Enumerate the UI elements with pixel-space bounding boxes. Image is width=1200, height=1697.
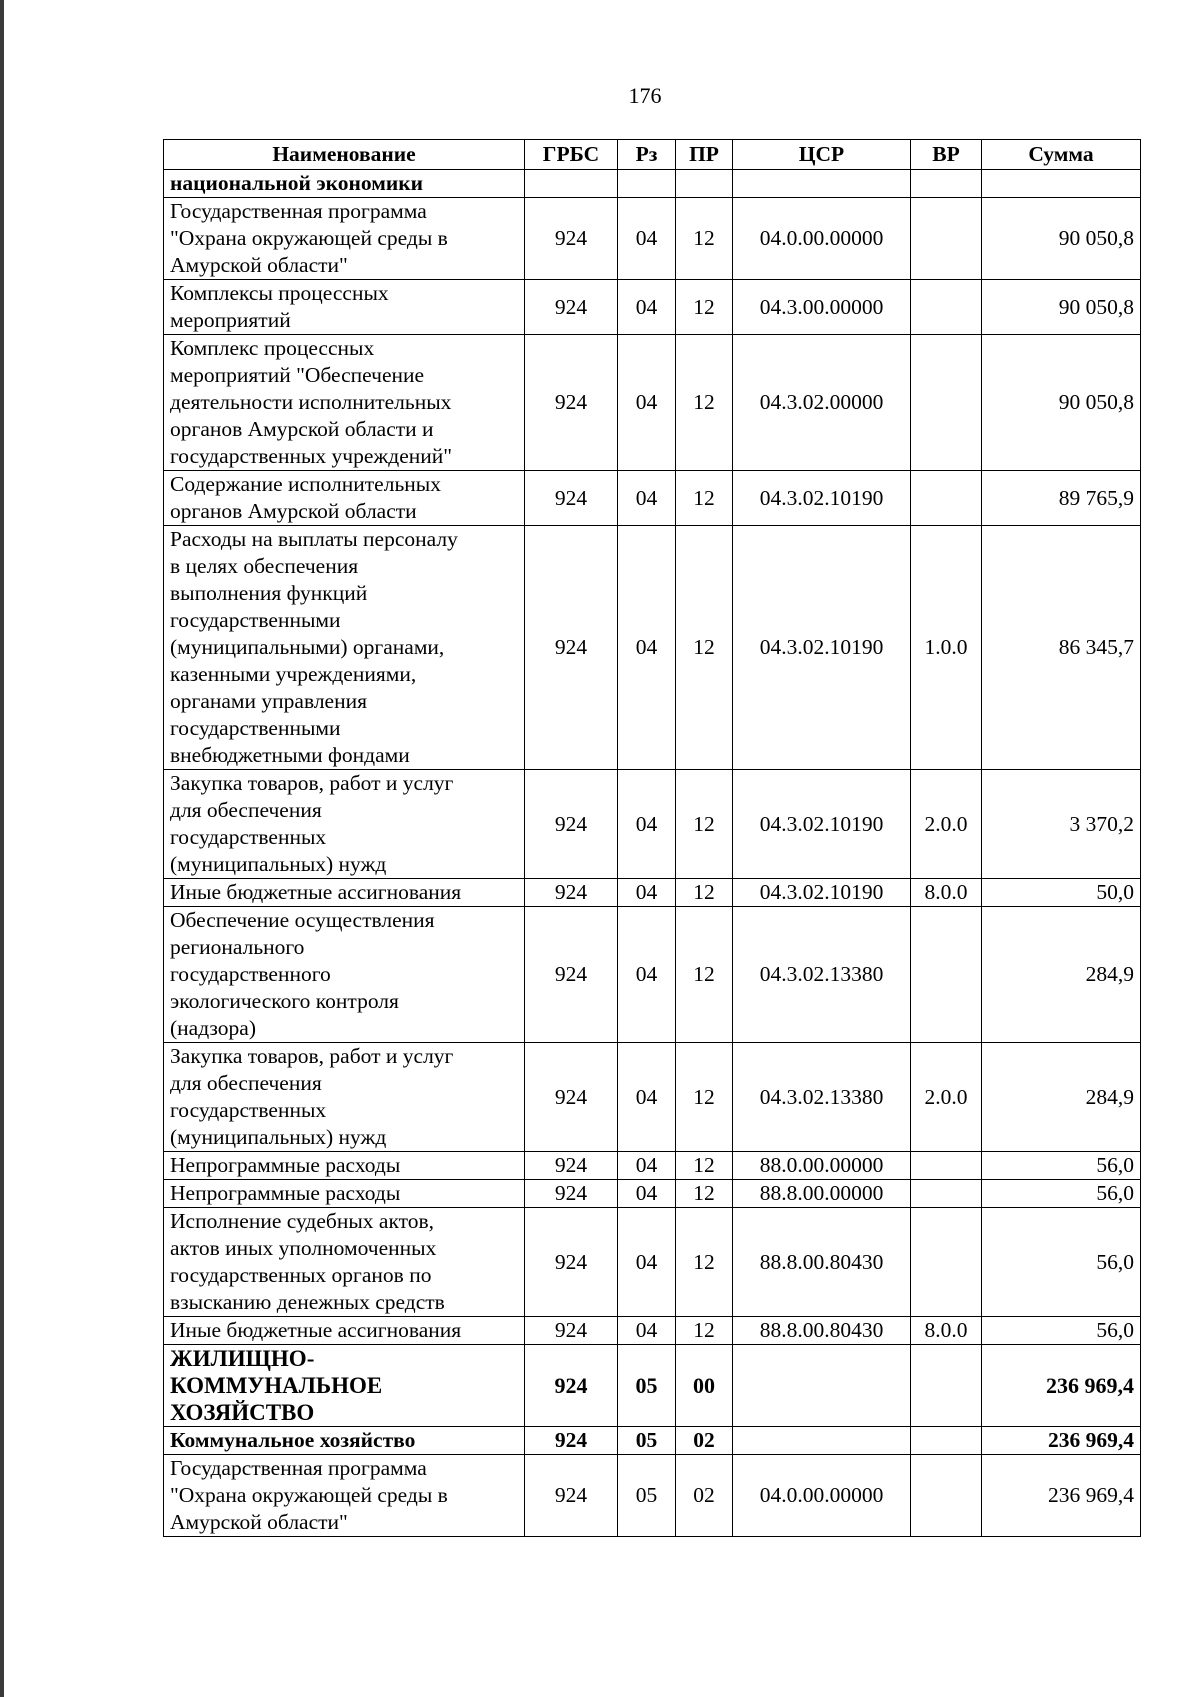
row-name-line: Закупка товаров, работ и услуг [170, 1044, 454, 1068]
cell-grbs: 924 [525, 1043, 618, 1152]
row-name [164, 170, 525, 198]
row-name [164, 1427, 525, 1455]
cell-pr: 12 [676, 1152, 733, 1180]
row-name [164, 471, 525, 526]
row-name [164, 879, 525, 907]
cell-pr: 12 [676, 1180, 733, 1208]
cell-rz: 04 [618, 879, 676, 907]
row-name-line: Амурской области" [170, 1510, 348, 1534]
row-name [164, 335, 525, 471]
row-name-line: в целях обеспечения [170, 554, 359, 578]
cell-vr: 2.0.0 [911, 1043, 982, 1152]
cell-pr: 12 [676, 1043, 733, 1152]
cell-vr [911, 198, 982, 280]
row-name-line: для обеспечения [170, 1071, 322, 1095]
row-name-line: деятельности исполнительных [170, 390, 452, 414]
cell-sum: 56,0 [982, 1317, 1141, 1345]
cell-csr: 04.3.02.10190 [733, 471, 911, 526]
cell-csr: 04.3.02.10190 [733, 770, 911, 879]
cell-rz: 04 [618, 907, 676, 1043]
cell-pr: 12 [676, 1208, 733, 1317]
cell-pr: 12 [676, 526, 733, 770]
table-body [164, 170, 1141, 1537]
row-name-line: государственных [170, 1098, 327, 1122]
row-name-line: (муниципальных) нужд [170, 852, 387, 876]
cell-csr [733, 170, 911, 198]
cell-vr [911, 907, 982, 1043]
cell-sum: 89 765,9 [982, 471, 1141, 526]
table-row [164, 1043, 1141, 1152]
scan-edge [0, 0, 4, 1697]
cell-vr: 8.0.0 [911, 1317, 982, 1345]
row-name-line: государственными [170, 716, 341, 740]
row-name-line: Расходы на выплаты персоналу [170, 527, 458, 551]
cell-vr [911, 170, 982, 198]
cell-pr: 12 [676, 879, 733, 907]
cell-pr: 12 [676, 198, 733, 280]
cell-rz: 04 [618, 280, 676, 335]
cell-pr: 12 [676, 335, 733, 471]
table-row [164, 170, 1141, 198]
row-name-line: Обеспечение осуществления [170, 908, 435, 932]
row-name-line: государственного [170, 962, 331, 986]
cell-csr: 04.3.02.00000 [733, 335, 911, 471]
row-name-line: (муниципальными) органами, [170, 635, 445, 659]
row-name-line: мероприятий [170, 308, 291, 332]
table-row [164, 1208, 1141, 1317]
cell-csr: 04.3.02.10190 [733, 526, 911, 770]
row-name-line: "Охрана окружающей среды в [170, 1483, 448, 1507]
row-name [164, 1455, 525, 1537]
cell-rz: 04 [618, 526, 676, 770]
cell-rz: 05 [618, 1345, 676, 1427]
table-row [164, 907, 1141, 1043]
row-name [164, 1345, 525, 1427]
cell-vr [911, 280, 982, 335]
cell-vr: 1.0.0 [911, 526, 982, 770]
cell-vr [911, 1208, 982, 1317]
row-name-line: Иные бюджетные ассигнования [170, 1318, 462, 1342]
cell-csr: 04.3.02.13380 [733, 907, 911, 1043]
cell-grbs: 924 [525, 1345, 618, 1427]
table-row [164, 1180, 1141, 1208]
cell-sum: 236 969,4 [982, 1455, 1141, 1537]
page-number: 176 [628, 83, 662, 108]
cell-pr [676, 170, 733, 198]
row-name-line: Государственная программа [170, 199, 427, 223]
cell-grbs: 924 [525, 879, 618, 907]
cell-csr [733, 1345, 911, 1427]
cell-csr: 88.0.00.00000 [733, 1152, 911, 1180]
cell-vr [911, 1345, 982, 1427]
cell-csr: 04.3.02.10190 [733, 879, 911, 907]
cell-sum: 86 345,7 [982, 526, 1141, 770]
cell-sum: 90 050,8 [982, 335, 1141, 471]
cell-vr: 2.0.0 [911, 770, 982, 879]
col-header-csr: ЦСР [733, 140, 911, 170]
cell-sum: 90 050,8 [982, 280, 1141, 335]
row-name-line: (муниципальных) нужд [170, 1125, 387, 1149]
row-name-line: органов Амурской области [170, 499, 417, 523]
cell-sum: 284,9 [982, 907, 1141, 1043]
cell-grbs: 924 [525, 1152, 618, 1180]
cell-rz: 04 [618, 770, 676, 879]
row-name-line: Комплекс процессных [170, 336, 375, 360]
cell-vr [911, 1152, 982, 1180]
cell-vr [911, 335, 982, 471]
cell-sum: 3 370,2 [982, 770, 1141, 879]
cell-rz: 05 [618, 1427, 676, 1455]
row-name-line: Непрограммные расходы [170, 1153, 401, 1177]
row-name [164, 280, 525, 335]
row-name-line: Государственная программа [170, 1456, 427, 1480]
row-name-line: выполнения функций [170, 581, 368, 605]
cell-csr [733, 1427, 911, 1455]
table-row [164, 1317, 1141, 1345]
cell-grbs: 924 [525, 770, 618, 879]
cell-grbs: 924 [525, 1208, 618, 1317]
cell-sum: 50,0 [982, 879, 1141, 907]
table-row [164, 1455, 1141, 1537]
row-name-line: Амурской области" [170, 253, 348, 277]
cell-csr: 04.3.00.00000 [733, 280, 911, 335]
row-name [164, 1208, 525, 1317]
col-header-grbs: ГРБС [525, 140, 618, 170]
cell-grbs: 924 [525, 335, 618, 471]
table-row [164, 1345, 1141, 1427]
cell-vr [911, 1455, 982, 1537]
budget-table [163, 139, 1141, 1537]
cell-sum: 236 969,4 [982, 1345, 1141, 1427]
row-name-line: актов иных уполномоченных [170, 1236, 437, 1260]
cell-sum [982, 170, 1141, 198]
row-name-line: органами управления [170, 689, 367, 713]
table-row [164, 198, 1141, 280]
table-row [164, 335, 1141, 471]
cell-rz: 04 [618, 1317, 676, 1345]
table-row [164, 526, 1141, 770]
row-name-line: Непрограммные расходы [170, 1181, 401, 1205]
cell-pr: 12 [676, 1317, 733, 1345]
cell-vr [911, 471, 982, 526]
row-name-line: экологического контроля [170, 989, 399, 1013]
cell-grbs: 924 [525, 1427, 618, 1455]
table-row [164, 280, 1141, 335]
row-name-line: Коммунальное хозяйство [170, 1428, 416, 1452]
row-name-line: Закупка товаров, работ и услуг [170, 771, 454, 795]
row-name-line: Иные бюджетные ассигнования [170, 880, 462, 904]
row-name-line: национальной экономики [170, 171, 424, 195]
row-name-line: КОММУНАЛЬНОЕ [170, 1373, 383, 1398]
cell-pr: 12 [676, 471, 733, 526]
row-name-line: государственными [170, 608, 341, 632]
row-name-line: государственных органов по [170, 1263, 432, 1287]
cell-csr: 88.8.00.80430 [733, 1317, 911, 1345]
header-row [164, 140, 1141, 170]
cell-pr: 12 [676, 907, 733, 1043]
col-header-name: Наименование [164, 140, 525, 170]
row-name-line: органов Амурской области и [170, 417, 434, 441]
cell-sum: 236 969,4 [982, 1427, 1141, 1455]
cell-pr: 12 [676, 280, 733, 335]
row-name-line: казенными учреждениями, [170, 662, 417, 686]
table-row [164, 1152, 1141, 1180]
cell-pr: 02 [676, 1455, 733, 1537]
cell-rz: 04 [618, 335, 676, 471]
cell-csr: 04.0.00.00000 [733, 1455, 911, 1537]
table-row [164, 770, 1141, 879]
cell-csr: 04.3.02.13380 [733, 1043, 911, 1152]
col-header-vr: ВР [911, 140, 982, 170]
cell-vr [911, 1180, 982, 1208]
cell-vr: 8.0.0 [911, 879, 982, 907]
row-name [164, 1317, 525, 1345]
cell-grbs: 924 [525, 471, 618, 526]
table-row [164, 1427, 1141, 1455]
row-name-line: внебюджетными фондами [170, 743, 410, 767]
row-name-line: регионального [170, 935, 305, 959]
row-name-line: Исполнение судебных актов, [170, 1209, 434, 1233]
cell-sum: 56,0 [982, 1180, 1141, 1208]
row-name [164, 1180, 525, 1208]
cell-grbs: 924 [525, 280, 618, 335]
col-header-sum: Сумма [982, 140, 1141, 170]
cell-pr: 02 [676, 1427, 733, 1455]
row-name-line: мероприятий "Обеспечение [170, 363, 425, 387]
cell-rz: 04 [618, 1043, 676, 1152]
row-name-line: "Охрана окружающей среды в [170, 226, 448, 250]
table-row [164, 471, 1141, 526]
cell-rz: 04 [618, 471, 676, 526]
row-name-line: взысканию денежных средств [170, 1290, 445, 1314]
cell-grbs: 924 [525, 1455, 618, 1537]
row-name-line: ЖИЛИЩНО- [170, 1346, 315, 1371]
col-header-pr: ПР [676, 140, 733, 170]
cell-sum: 56,0 [982, 1152, 1141, 1180]
col-header-rz: Рз [618, 140, 676, 170]
table-row [164, 879, 1141, 907]
cell-grbs [525, 170, 618, 198]
row-name [164, 1152, 525, 1180]
cell-csr: 88.8.00.80430 [733, 1208, 911, 1317]
row-name-line: Содержание исполнительных [170, 472, 441, 496]
cell-grbs: 924 [525, 907, 618, 1043]
row-name [164, 1043, 525, 1152]
row-name [164, 907, 525, 1043]
row-name-line: государственных учреждений" [170, 444, 453, 468]
cell-grbs: 924 [525, 526, 618, 770]
cell-pr: 12 [676, 770, 733, 879]
cell-grbs: 924 [525, 1180, 618, 1208]
cell-rz: 05 [618, 1455, 676, 1537]
cell-rz: 04 [618, 1208, 676, 1317]
cell-grbs: 924 [525, 198, 618, 280]
cell-sum: 56,0 [982, 1208, 1141, 1317]
cell-csr: 88.8.00.00000 [733, 1180, 911, 1208]
cell-sum: 90 050,8 [982, 198, 1141, 280]
row-name [164, 198, 525, 280]
cell-sum: 284,9 [982, 1043, 1141, 1152]
row-name-line: для обеспечения [170, 798, 322, 822]
cell-rz: 04 [618, 198, 676, 280]
row-name-line: ХОЗЯЙСТВО [170, 1400, 315, 1425]
cell-grbs: 924 [525, 1317, 618, 1345]
row-name-line: (надзора) [170, 1016, 256, 1040]
cell-rz [618, 170, 676, 198]
row-name-line: Комплексы процессных [170, 281, 389, 305]
cell-pr: 00 [676, 1345, 733, 1427]
row-name [164, 526, 525, 770]
row-name-line: государственных [170, 825, 327, 849]
cell-vr [911, 1427, 982, 1455]
cell-csr: 04.0.00.00000 [733, 198, 911, 280]
cell-rz: 04 [618, 1152, 676, 1180]
row-name [164, 770, 525, 879]
cell-rz: 04 [618, 1180, 676, 1208]
